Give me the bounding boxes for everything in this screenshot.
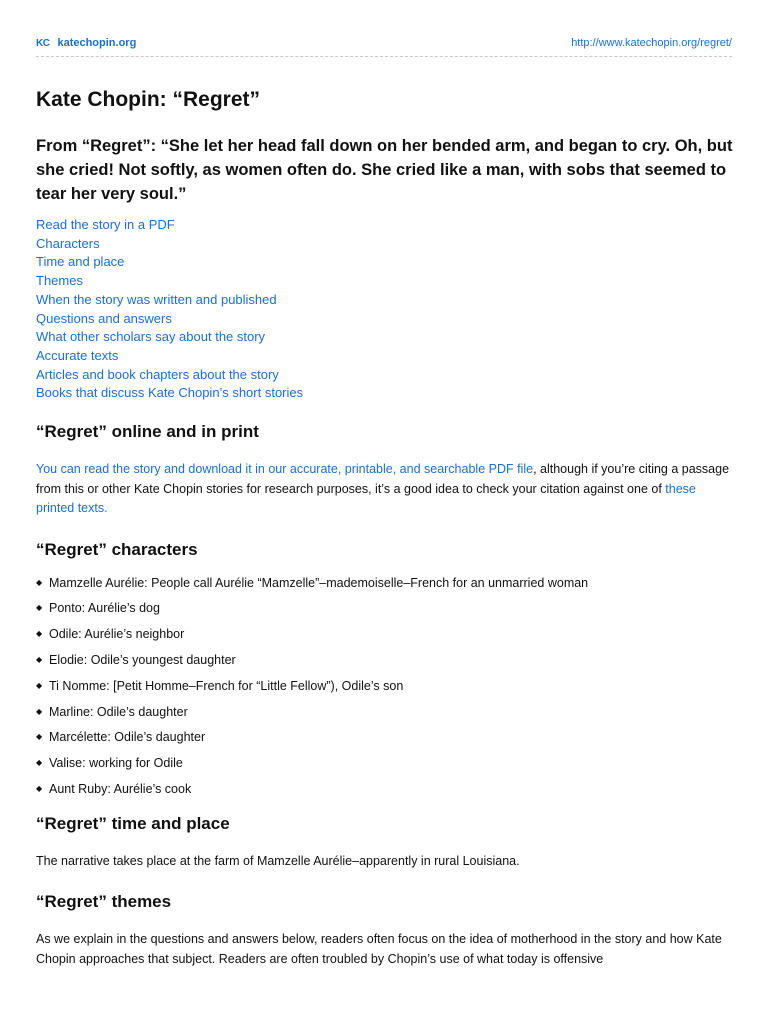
toc-item [36, 328, 736, 347]
toc-link-books[interactable]: Books that discuss Kate Chopin’s short stories [36, 385, 304, 401]
bullet-icon: ◆ [36, 680, 43, 690]
time-place-heading: “Regret” time and place [36, 813, 230, 833]
online-print-paragraph [36, 460, 736, 519]
online-print-text: , although if you’re citing a passage from this or other Kate Chopin stories for research purposes, it’s a good idea to check your citation against one of [36, 462, 730, 496]
character-text: Aunt Ruby: Aurélie’s cook [49, 781, 192, 796]
toc-link-pdf[interactable]: Read the story in a PDF [36, 217, 175, 232]
toc-link-characters[interactable]: Characters [36, 235, 100, 251]
list-item [36, 626, 736, 642]
list-item [36, 575, 736, 591]
list-item [36, 600, 736, 616]
character-text: Odile: Aurélie’s neighbor [49, 627, 185, 642]
list-item [36, 678, 736, 694]
online-print-heading: “Regret” online and in print [36, 422, 259, 442]
toc-item [36, 384, 736, 403]
site-name-link[interactable]: katechopin.org [57, 36, 137, 49]
themes-heading: “Regret” themes [36, 892, 172, 912]
characters-section [36, 539, 736, 797]
page-url-link[interactable]: http://www.katechopin.org/regret/ [571, 37, 732, 49]
list-item [36, 704, 736, 720]
toc-link-scholars[interactable]: What other scholars say about the story [36, 329, 266, 345]
bullet-icon: ◆ [36, 577, 43, 587]
brand[interactable] [36, 36, 136, 49]
bullet-icon: ◆ [36, 654, 43, 664]
list-item [36, 652, 736, 668]
table-of-contents [36, 216, 736, 403]
toc-link-accurate-texts[interactable]: Accurate texts [36, 347, 119, 363]
time-place-section [36, 813, 736, 872]
character-text: Ponto: Aurélie’s dog [49, 601, 160, 616]
bullet-icon: ◆ [36, 603, 43, 613]
list-item [36, 729, 736, 745]
toc-item [36, 235, 736, 254]
character-text: Mamzelle Aurélie: People call Aurélie “Mamzelle”–mademoiselle–French for an unmarried woman [49, 575, 589, 590]
pdf-download-link[interactable]: You can read the story and download it in our accurate, printable, and searchable PDF file [36, 462, 534, 477]
toc-item [36, 291, 736, 310]
bullet-icon: ◆ [36, 629, 43, 639]
toc-item [36, 272, 736, 291]
character-text: Ti Nomme: [Petit Homme–French for “Little Fellow”), Odile’s son [49, 678, 404, 693]
character-text: Marcélette: Odile’s daughter [49, 730, 206, 745]
character-text: Elodie: Odile’s youngest daughter [49, 652, 236, 667]
toc-link-articles[interactable]: Articles and book chapters about the story [36, 366, 279, 382]
page-title: Kate Chopin: “Regret” [36, 88, 261, 111]
toc-item [36, 347, 736, 366]
character-text: Valise: working for Odile [49, 756, 183, 771]
list-item [36, 781, 736, 797]
themes-section [36, 891, 736, 969]
story-quote: From “Regret”: “She let her head fall down on her bended arm, and began to cry. Oh, but she cried! Not softly, as women often do. She cried like a man, with sobs that seemed to tear her very soul.” [36, 137, 733, 203]
bullet-icon: ◆ [36, 732, 43, 742]
toc-item [36, 366, 736, 385]
toc-item [36, 253, 736, 272]
main-content [36, 86, 736, 969]
bullet-icon: ◆ [36, 706, 43, 716]
site-logo-icon[interactable]: KC [36, 38, 50, 49]
bullet-icon: ◆ [36, 758, 43, 768]
characters-heading: “Regret” characters [36, 539, 198, 559]
toc-link-written-published[interactable]: When the story was written and published [36, 291, 277, 307]
toc-link-themes[interactable]: Themes [36, 273, 83, 289]
toc-item [36, 310, 736, 329]
toc-item [36, 216, 736, 235]
themes-paragraph: As we explain in the questions and answers below, readers often focus on the idea of motherhood in the story and how Kate Chopin approaches that subject. Readers are often troubled by Chopin’s use of what today is offensive [36, 932, 722, 966]
list-item [36, 755, 736, 771]
character-text: Marline: Odile’s daughter [49, 704, 188, 719]
site-header [36, 34, 732, 57]
online-print-section [36, 421, 736, 519]
characters-list [36, 575, 736, 797]
time-place-paragraph: The narrative takes place at the farm of Mamzelle Aurélie–apparently in rural Louisiana. [36, 853, 520, 868]
toc-link-time-place[interactable]: Time and place [36, 254, 125, 270]
toc-link-questions[interactable]: Questions and answers [36, 310, 172, 326]
printed-texts-link[interactable]: these printed texts. [36, 481, 696, 516]
bullet-icon: ◆ [36, 783, 43, 793]
